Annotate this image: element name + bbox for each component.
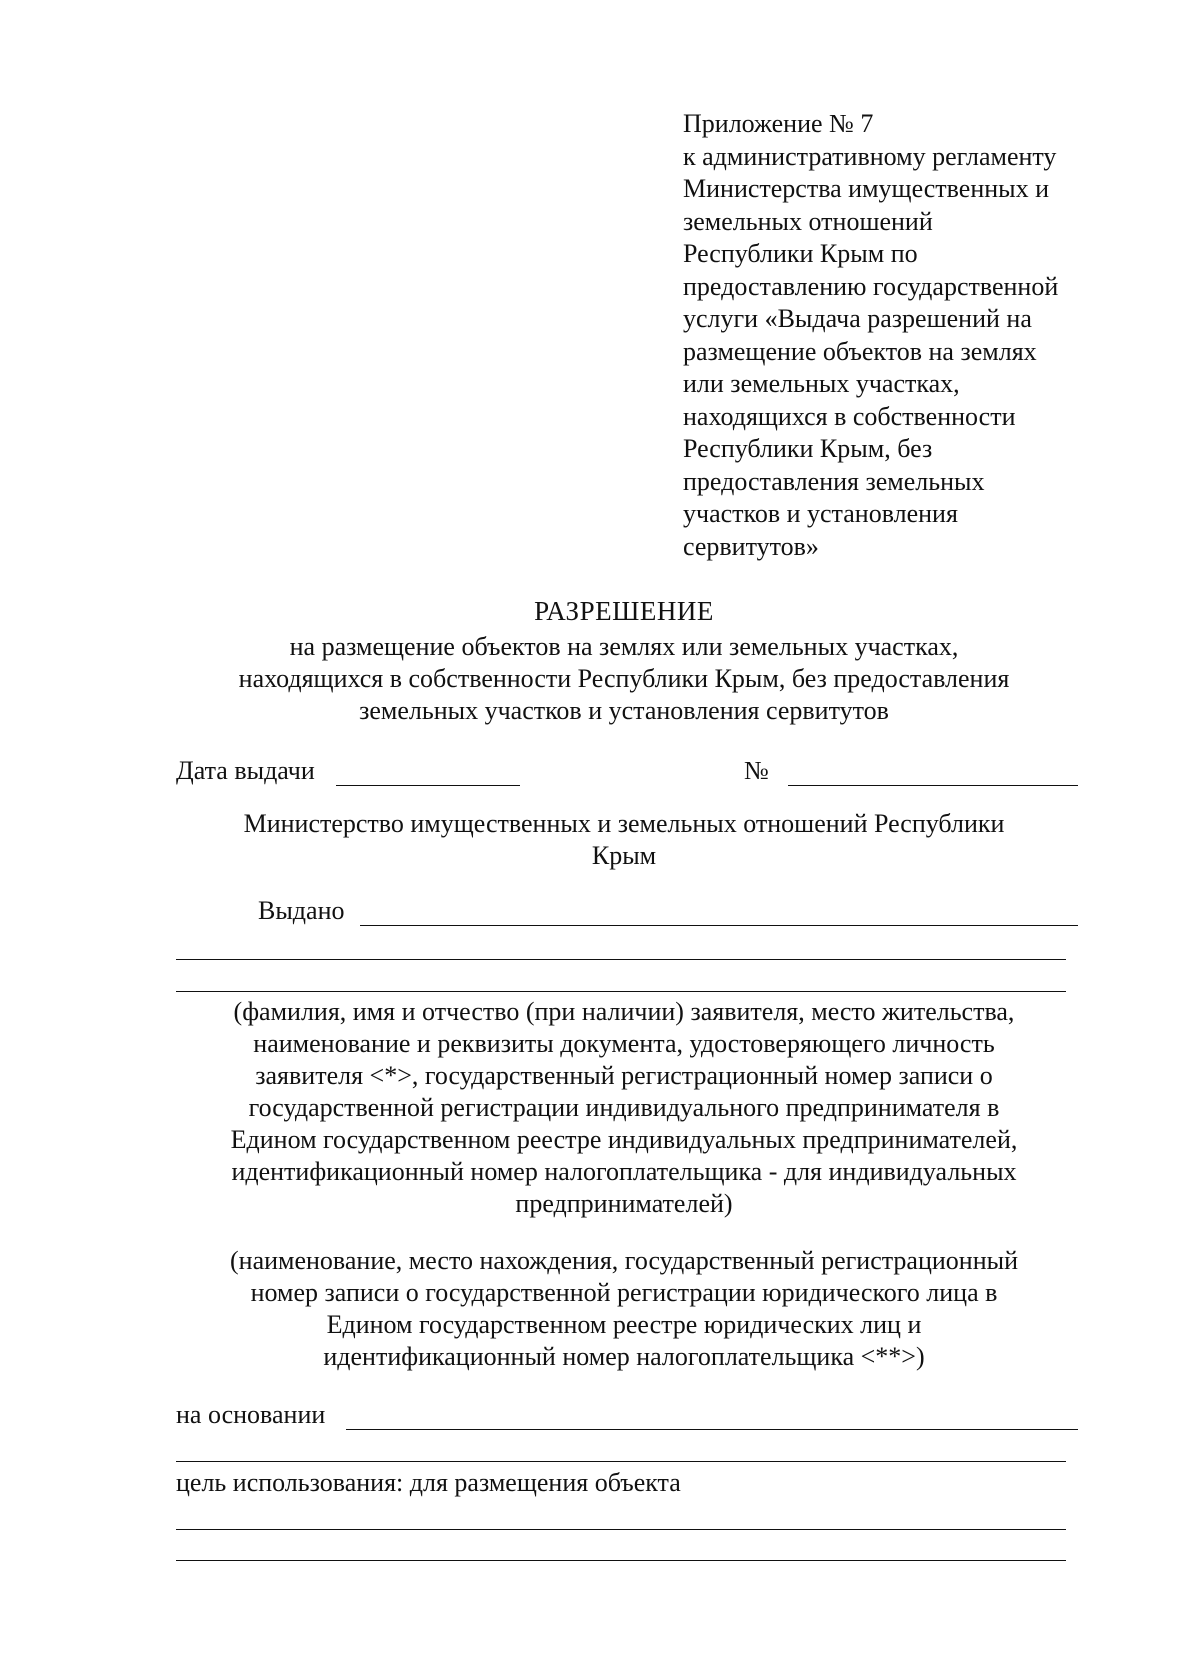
note-line: номер записи о государственной регистрации юридического лица в [250, 1278, 998, 1307]
issue-date-field[interactable] [336, 785, 520, 786]
note-line: предпринимателей) [515, 1189, 733, 1218]
ministry-line: Крым [591, 841, 657, 870]
issued-to-field[interactable] [360, 925, 1078, 926]
appendix-line: участков и установления [683, 499, 958, 528]
appendix-line: размещение объектов на землях [683, 336, 1037, 366]
note-line: Едином государственном реестре юридических лиц и [326, 1310, 922, 1339]
purpose-field[interactable] [176, 1529, 1066, 1530]
number-label: № [744, 756, 769, 785]
appendix-line: земельных отношений [683, 206, 933, 236]
appendix-line: находящихся в собственности [683, 401, 1016, 431]
subtitle-line: земельных участков и установления сервитутов [359, 696, 889, 725]
note-line: Едином государственном реестре индивидуальных предпринимателей, [230, 1125, 1018, 1154]
document-title: РАЗРЕШЕНИЕ [534, 596, 714, 626]
appendix-line: к административному регламенту [683, 141, 1057, 171]
basis-field[interactable] [346, 1429, 1078, 1430]
issue-date-label: Дата выдачи [176, 756, 315, 785]
appendix-line: или земельных участках, [683, 369, 960, 398]
purpose-field-line-2[interactable] [176, 1560, 1066, 1561]
note-line: государственной регистрации индивидуального предпринимателя в [248, 1093, 1000, 1122]
note-line: идентификационный номер налогоплательщика - для индивидуальных [231, 1157, 1017, 1186]
number-field[interactable] [788, 785, 1078, 786]
subtitle-line: на размещение объектов на землях или земельных участках, [289, 632, 959, 661]
document-subtitle [0, 631, 1200, 727]
appendix-line: предоставления земельных [683, 466, 985, 496]
legal-entity-note [0, 1245, 1200, 1373]
note-line: заявителя <*>, государственный регистрационный номер записи о [255, 1061, 993, 1090]
subtitle-line: находящихся в собственности Республики Крым, без предоставления [238, 664, 1010, 693]
appendix-line: Республики Крым по [683, 239, 918, 268]
note-line: идентификационный номер налогоплательщика <**>) [323, 1342, 925, 1371]
note-line: (фамилия, имя и отчество (при наличии) заявителя, место жительства, [233, 997, 1015, 1026]
appendix-line: услуги «Выдача разрешений на [683, 304, 1032, 333]
appendix-line: Министерства имущественных и [683, 174, 1050, 203]
appendix-line: Приложение № 7 [683, 109, 874, 138]
appendix-header [683, 108, 1183, 563]
purpose-label: цель использования: для размещения объекта [176, 1468, 681, 1497]
issued-to-field-line-2[interactable] [176, 959, 1066, 960]
note-line: наименование и реквизиты документа, удостоверяющего личность [253, 1029, 995, 1058]
basis-label: на основании [176, 1400, 326, 1429]
issued-to-label: Выдано [258, 896, 345, 925]
ministry-name [0, 808, 1200, 872]
note-line: (наименование, место нахождения, государственный регистрационный [230, 1246, 1018, 1275]
appendix-line: Республики Крым, без [683, 434, 933, 463]
issued-to-field-line-3[interactable] [176, 991, 1066, 992]
basis-field-line-2[interactable] [176, 1461, 1066, 1462]
ministry-line: Министерство имущественных и земельных отношений Республики [243, 809, 1005, 838]
appendix-line: сервитутов» [683, 531, 819, 561]
appendix-line: предоставлению государственной [683, 271, 1059, 301]
individual-note [0, 996, 1200, 1220]
